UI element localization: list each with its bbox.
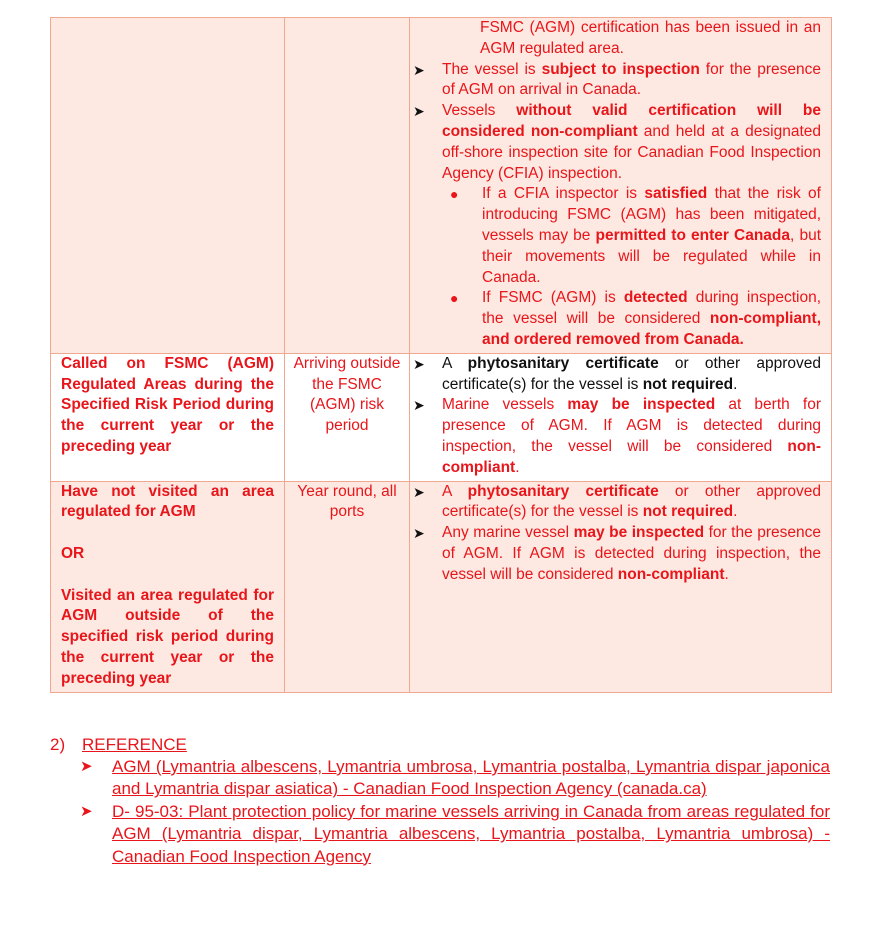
table-row bbox=[51, 353, 832, 481]
arrowhead-bullet-icon: ➤ bbox=[413, 61, 425, 78]
reference-heading bbox=[50, 734, 830, 756]
requirement-text-segment: phytosanitary certificate bbox=[467, 354, 659, 372]
requirement-text-segment: detected bbox=[623, 289, 688, 307]
arrowhead-bullet-icon: ➤ bbox=[413, 397, 425, 414]
requirement-text-segment: Any marine vessel bbox=[442, 524, 574, 542]
agm-requirements-table bbox=[50, 17, 832, 693]
arrowhead-bullet-icon: ➤ bbox=[413, 103, 425, 120]
requirement-text-segment: at berth for presence of AGM. If AGM is detected during inspection, the vessel will be considered bbox=[442, 396, 822, 455]
requirements-cell bbox=[410, 353, 832, 481]
requirement-text-segment: may be inspected bbox=[567, 396, 716, 414]
condition-text: OR bbox=[61, 544, 85, 562]
requirement-item bbox=[413, 60, 821, 102]
period-cell bbox=[285, 353, 410, 481]
reference-link-text[interactable]: AGM (Lymantria albescens, Lymantria umbrosa, Lymantria postalba, Lymantria dispar japonica and Lymantria dispar asiatica) - Canadian Food Inspection Agency (canada.ca) bbox=[112, 757, 830, 799]
reference-list bbox=[50, 756, 830, 868]
condition-cell bbox=[51, 353, 285, 481]
requirement-item bbox=[413, 395, 822, 478]
requirement-text-segment: satisfied bbox=[644, 185, 708, 203]
requirement-item bbox=[413, 101, 821, 184]
table-row bbox=[51, 18, 832, 354]
requirement-text-segment: not required bbox=[642, 375, 734, 393]
arrowhead-bullet-icon: ➤ bbox=[413, 483, 425, 500]
arrowhead-bullet-icon: ➤ bbox=[80, 802, 93, 820]
requirement-text-segment: for the presence of AGM on arrival in Canada. bbox=[442, 60, 821, 99]
requirement-text-segment: A bbox=[442, 482, 468, 500]
arrowhead-bullet-icon: ➤ bbox=[413, 355, 425, 372]
requirement-text-segment: or other approved certificate(s) for the vessel is bbox=[442, 354, 821, 393]
requirement-text-segment: during inspection, the vessel will be considered bbox=[482, 289, 821, 328]
requirement-text-segment: , but their movements will be regulated while in Canada. bbox=[482, 226, 821, 286]
reference-section bbox=[50, 734, 830, 868]
requirement-text-segment: A bbox=[442, 354, 468, 372]
round-bullet-icon: ● bbox=[450, 186, 459, 203]
reference-link-text[interactable]: D- 95-03: Plant protection policy for marine vessels arriving in Canada from areas regulated for AGM (Lymantria dispar, Lymantria albescens, Lymantria postalba, Lymantria umbrosa) - Canadian Food Inspection Agency bbox=[112, 801, 830, 866]
requirement-text-segment: permitted to enter Canada bbox=[595, 226, 791, 244]
requirement-text-segment: not required bbox=[642, 503, 734, 521]
requirement-text-segment: phytosanitary certificate bbox=[467, 482, 659, 500]
table-row bbox=[51, 481, 832, 692]
requirement-text-segment: . bbox=[724, 565, 729, 583]
requirement-text-segment: The vessel is bbox=[442, 60, 542, 78]
requirement-text-segment: . bbox=[733, 375, 738, 393]
sub-requirement-item bbox=[442, 288, 821, 350]
requirement-item bbox=[413, 523, 821, 585]
reference-link[interactable] bbox=[80, 801, 830, 868]
requirement-text-segment: without valid certification will be considered non-compliant bbox=[442, 102, 821, 140]
round-bullet-icon: ● bbox=[450, 290, 459, 307]
arrowhead-bullet-icon: ➤ bbox=[413, 525, 425, 542]
sub-requirement-item bbox=[442, 184, 821, 288]
condition-cell bbox=[51, 18, 285, 354]
requirement-text-segment: . bbox=[733, 503, 738, 521]
condition-text: Visited an area regulated for AGM outside of the specified risk period during the current year or the preceding year bbox=[61, 586, 274, 687]
requirement-text-segment: FSMC (AGM) certification has been issued in an AGM regulated area. bbox=[480, 19, 821, 57]
requirement-text-segment: and held at a designated off-shore inspection site for Canadian Food Inspection Agency (CFIA) inspection. bbox=[442, 122, 821, 182]
requirement-text-segment: Vessels bbox=[442, 102, 517, 120]
requirement-item bbox=[413, 354, 821, 396]
arrowhead-bullet-icon: ➤ bbox=[80, 758, 93, 775]
requirement-text-segment: that the risk of introducing FSMC (AGM) has been mitigated, vessels may be bbox=[482, 185, 821, 244]
requirement-text-segment: non-compliant bbox=[617, 565, 725, 583]
requirement-continuation bbox=[442, 18, 821, 60]
condition-cell bbox=[51, 481, 285, 692]
requirement-text-segment: for the presence of AGM. If AGM is detected during inspection, the vessel will be considered bbox=[442, 524, 821, 583]
section-number: 2) bbox=[50, 735, 66, 754]
period-text: Year round, all ports bbox=[297, 482, 397, 521]
condition-text: Called on FSMC (AGM) Regulated Areas during the Specified Risk Period during the current year or the preceding year bbox=[61, 354, 274, 455]
requirement-text-segment: non-compliant, and ordered removed from Canada. bbox=[482, 310, 821, 348]
reference-link[interactable] bbox=[80, 756, 830, 801]
period-cell bbox=[285, 18, 410, 354]
section-title: REFERENCE bbox=[82, 735, 187, 754]
requirements-cell bbox=[410, 481, 832, 692]
condition-text: Have not visited an area regulated for AGM bbox=[61, 482, 274, 521]
requirement-text-segment: may be inspected bbox=[573, 524, 705, 542]
requirement-text-segment: or other approved certificate(s) for the vessel is bbox=[442, 482, 821, 521]
period-text: Arriving outside the FSMC (AGM) risk period bbox=[293, 354, 401, 435]
period-cell bbox=[285, 481, 410, 692]
requirement-text-segment: subject to inspection bbox=[541, 60, 700, 78]
requirement-item bbox=[413, 482, 821, 524]
requirements-cell bbox=[410, 18, 832, 354]
requirement-text-segment: If a CFIA inspector is bbox=[482, 185, 645, 203]
requirement-text-segment: non-compliant bbox=[442, 437, 821, 476]
requirement-text-segment: Marine vessels bbox=[442, 396, 568, 414]
requirement-text-segment: If FSMC (AGM) is bbox=[482, 289, 624, 307]
requirement-text-segment: . bbox=[515, 458, 520, 476]
